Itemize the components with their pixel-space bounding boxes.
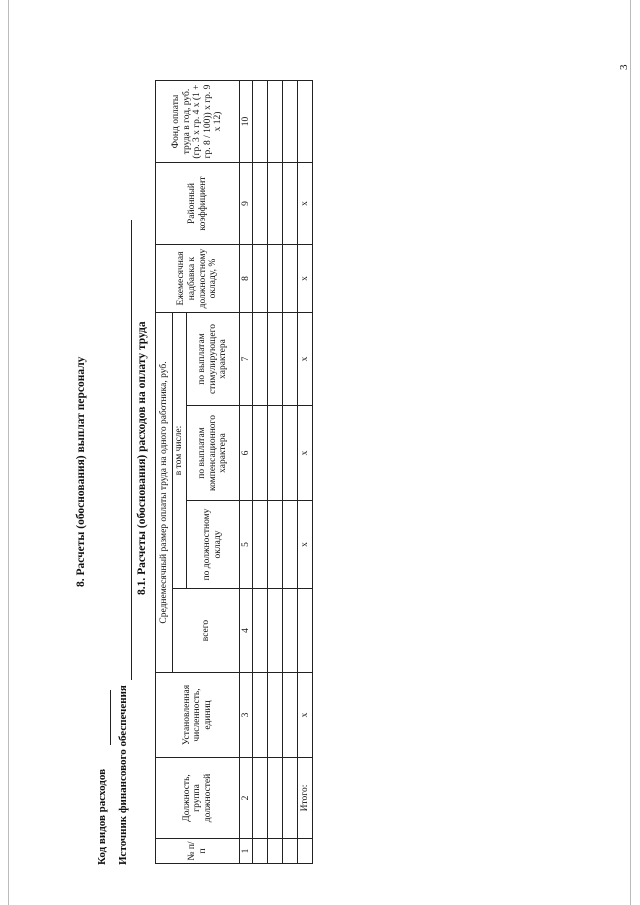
table-cell — [253, 163, 268, 245]
table-cell — [283, 839, 298, 864]
total-monthly-bonus: х — [298, 245, 313, 313]
page-number: 3 — [618, 64, 630, 70]
colnum-8: 8 — [240, 245, 253, 313]
colnum-5: 5 — [240, 501, 253, 589]
table-cell — [283, 81, 298, 163]
scan-edge-top — [8, 0, 9, 905]
header-by-salary: по должностному окладу — [187, 501, 240, 589]
table-cell — [268, 406, 283, 501]
expense-code-line — [110, 690, 111, 745]
header-regional-coef: Районный коэффициент — [156, 163, 240, 245]
table-cell — [283, 406, 298, 501]
header-compensatory: по выплатам компенсационного характера — [187, 406, 240, 501]
total-sum-cell — [298, 589, 313, 673]
table-cell — [253, 406, 268, 501]
colnum-7: 7 — [240, 313, 253, 406]
funding-source-line — [131, 220, 132, 680]
header-total: всего — [173, 589, 240, 673]
total-compensatory: х — [298, 406, 313, 501]
table-cell — [268, 839, 283, 864]
total-label: Итого: — [298, 758, 313, 839]
table-cell — [253, 673, 268, 758]
header-num: № п/п — [156, 839, 240, 864]
table-cell — [283, 163, 298, 245]
table-row — [268, 81, 283, 864]
table-cell — [283, 501, 298, 589]
table-row — [253, 81, 268, 864]
total-row — [298, 81, 313, 864]
table-cell — [283, 245, 298, 313]
colnum-4: 4 — [240, 589, 253, 673]
table-cell — [268, 589, 283, 673]
table-cell — [253, 313, 268, 406]
header-position: Должность, группа должностей — [156, 758, 240, 839]
header-headcount: Установленная численность, единиц — [156, 673, 240, 758]
table-cell — [253, 589, 268, 673]
table-cell — [253, 839, 268, 864]
table-cell — [268, 81, 283, 163]
header-incentive: по выплатам стимулирующего характера — [187, 313, 240, 406]
colnum-2: 2 — [240, 758, 253, 839]
total-regional-coef: х — [298, 163, 313, 245]
scan-edge-bottom — [630, 0, 631, 905]
colnum-1: 1 — [240, 839, 253, 864]
table-cell — [283, 758, 298, 839]
subsection-title: 8.1. Расчеты (обоснования) расходов на оплату труда — [136, 321, 148, 595]
column-numbers-row — [240, 81, 253, 864]
total-headcount: х — [298, 673, 313, 758]
funding-source-label: Источник финансового обеспечения — [117, 685, 129, 865]
table-cell — [268, 501, 283, 589]
colnum-9: 9 — [240, 163, 253, 245]
table-cell — [283, 673, 298, 758]
total-annual-fund-cell — [298, 81, 313, 163]
salary-calculation-table — [155, 80, 313, 864]
table-cell — [253, 501, 268, 589]
table-cell — [253, 245, 268, 313]
table-row — [283, 81, 298, 864]
total-row-num-cell — [298, 839, 313, 864]
table-cell — [253, 81, 268, 163]
table-cell — [268, 673, 283, 758]
colnum-6: 6 — [240, 406, 253, 501]
total-by-salary: х — [298, 501, 313, 589]
expense-code-label: Код видов расходов — [96, 768, 108, 865]
table-cell — [268, 758, 283, 839]
colnum-3: 3 — [240, 673, 253, 758]
table-cell — [268, 313, 283, 406]
total-incentive: х — [298, 313, 313, 406]
table-cell — [268, 163, 283, 245]
header-annual-fund: Фонд оплаты труда в год, руб. (гр. 3 х гр. 4 х (1 + гр. 8 / 100)) х гр. 9 х 12) — [156, 81, 240, 163]
table-cell — [283, 589, 298, 673]
header-monthly-bonus: Ежемесячная надбавка к должностному окладу, % — [156, 245, 240, 313]
table-cell — [283, 313, 298, 406]
colnum-10: 10 — [240, 81, 253, 163]
header-including: в том числе: — [173, 313, 187, 589]
table-cell — [268, 245, 283, 313]
table-cell — [253, 758, 268, 839]
section-title: 8. Расчеты (обоснования) выплат персоналу — [75, 356, 87, 587]
header-avg-salary-group: Среднемесячный размер оплаты труда на одного работника, руб. — [156, 313, 173, 673]
